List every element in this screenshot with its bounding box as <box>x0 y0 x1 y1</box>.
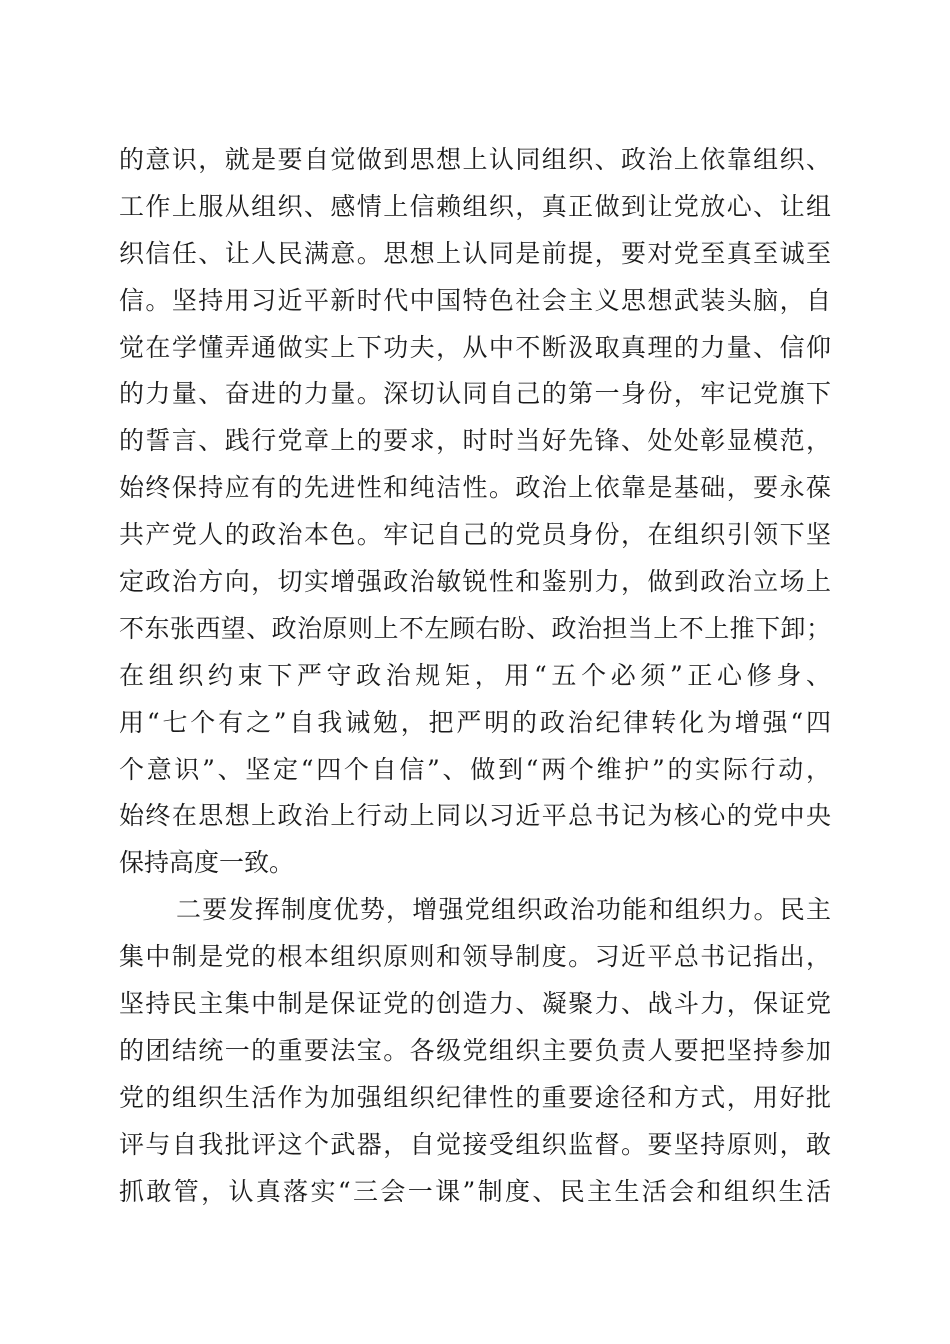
text-line: 觉在学懂弄通做实上下功夫，从中不断汲取真理的力量、信仰 <box>119 332 831 362</box>
text-line: 的誓言、践行党章上的要求，时时当好先锋、处处彰显模范， <box>119 426 831 456</box>
paragraph-2 <box>119 887 831 1215</box>
paragraph-1 <box>119 137 831 887</box>
text-line: 工作上服从组织、感情上信赖组织，真正做到让党放心、让组 <box>119 191 831 221</box>
text-line: 保持高度一致。 <box>119 848 295 878</box>
document-page <box>119 137 831 1215</box>
text-line: 集中制是党的根本组织原则和领导制度。习近平总书记指出， <box>119 942 831 972</box>
text-line: 共产党人的政治本色。牢记自己的党员身份，在组织引领下坚 <box>119 520 831 550</box>
text-line: 的力量、奋进的力量。深切认同自己的第一身份，牢记党旗下 <box>119 379 831 409</box>
text-line: 用“七个有之”自我诫勉，把严明的政治纪律转化为增强“四 <box>119 707 831 737</box>
text-line: 的意识，就是要自觉做到思想上认同组织、政治上依靠组织、 <box>119 145 831 174</box>
text-line: 在组织约束下严守政治规矩，用“五个必须”正心修身、 <box>119 660 831 690</box>
text-line: 始终保持应有的先进性和纯洁性。政治上依靠是基础，要永葆 <box>119 473 831 503</box>
text-line: 评与自我批评这个武器，自觉接受组织监督。要坚持原则，敢 <box>119 1129 831 1159</box>
text-line: 抓敢管，认真落实“三会一课”制度、民主生活会和组织生活 <box>119 1176 831 1206</box>
text-line: 个意识”、坚定“四个自信”、做到“两个维护”的实际行动， <box>119 754 831 784</box>
text-line: 二要发挥制度优势，增强党组织政治功能和组织力。民主 <box>176 895 831 925</box>
text-line: 的团结统一的重要法宝。各级党组织主要负责人要把坚持参加 <box>119 1035 831 1065</box>
text-line: 织信任、让人民满意。思想上认同是前提，要对党至真至诚至 <box>119 238 831 268</box>
text-line: 坚持民主集中制是保证党的创造力、凝聚力、战斗力，保证党 <box>119 989 831 1019</box>
text-line: 党的组织生活作为加强组织纪律性的重要途径和方式，用好批 <box>119 1082 831 1112</box>
text-line: 信。坚持用习近平新时代中国特色社会主义思想武装头脑，自 <box>119 285 831 315</box>
text-line: 定政治方向，切实增强政治敏锐性和鉴别力，做到政治立场上 <box>119 567 831 597</box>
text-line: 不东张西望、政治原则上不左顾右盼、政治担当上不上推下卸； <box>119 613 831 643</box>
text-line: 始终在思想上政治上行动上同以习近平总书记为核心的党中央 <box>119 801 831 831</box>
